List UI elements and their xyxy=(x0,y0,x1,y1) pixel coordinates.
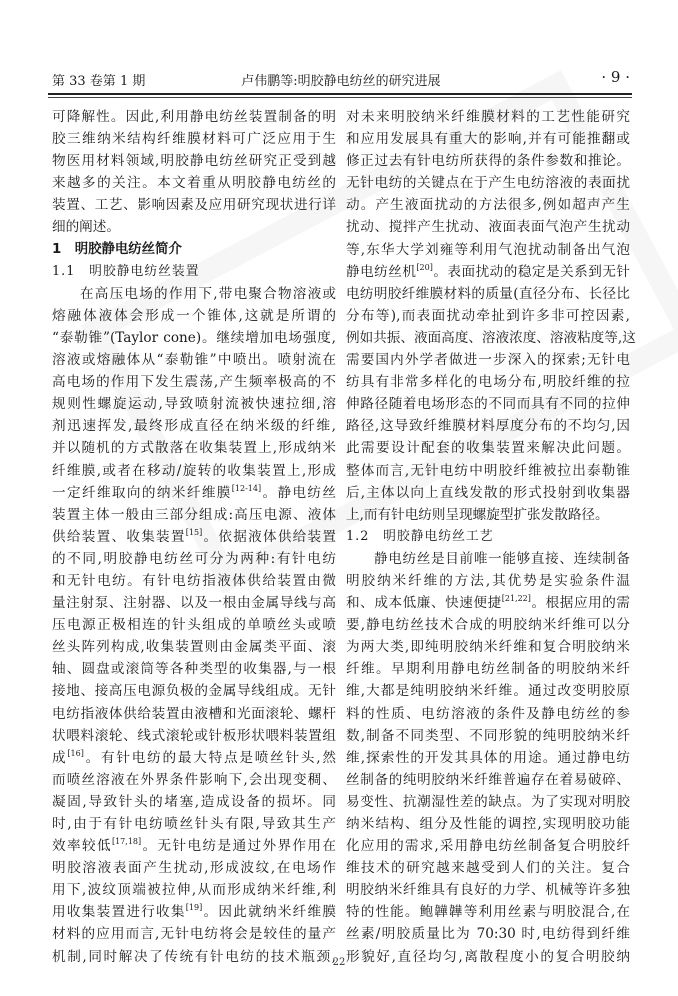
page-number: · 9 · xyxy=(601,68,630,86)
text-line: 材料的应用而言,无针电纺将会是较佳的量产 xyxy=(52,926,336,943)
text-line: 在高压电场的作用下,带电聚合物溶液或 xyxy=(80,285,336,302)
running-header xyxy=(52,70,630,90)
citation: [12-14] xyxy=(231,483,262,493)
text-line: 胶三维纳米结构纤维膜材料可广泛应用于生 xyxy=(52,131,336,148)
text-line: 和应用发展具有重大的影响,并有可能推翻或 xyxy=(346,131,630,148)
text-line: 化应用的需求,采用静电纺丝制备复合明胶纤 xyxy=(346,838,630,855)
text-line: 维,探索性的开发其具体的用途。通过静电纺 xyxy=(346,749,630,766)
text-line: 成[16]。有针电纺的最大特点是喷丝针头,然 xyxy=(52,748,337,766)
text-line: 伸路径随着电场形态的不同而具有不同的拉伸 xyxy=(346,396,630,413)
text-line: 为两大类,即纯明胶纳米纤维和复合明胶纳米 xyxy=(346,639,630,656)
text-line: 熔融体液体会形成一个锥体,这就是所谓的 xyxy=(52,307,336,324)
text-line: 修正过去有针电纺所获得的条件参数和推论。 xyxy=(346,153,630,170)
text-line: 特的性能。鲍韡韡等利用丝素与明胶混合,在 xyxy=(346,904,630,921)
text-line: 高电场的作用下发生震荡,产生频率极高的不 xyxy=(52,374,336,391)
text-line: 和无针电纺。有针电纺指液体供给装置由微 xyxy=(52,572,336,589)
text-line: 无针电纺的关键点在于产生电纺溶液的表面扰 xyxy=(346,175,630,192)
text-line: 装置主体一般由三部分组成:高压电源、液体 xyxy=(52,506,336,523)
text-line: 数,制备不同类型、不同形貌的纯明胶纳米纤 xyxy=(346,727,630,744)
text-line: 扰动、搅拌产生扰动、液面表面气泡产生扰动 xyxy=(346,219,630,236)
text-line: 可降解性。因此,利用静电纺丝装置制备的明 xyxy=(52,109,336,125)
text-line: 时,由于有针电纺喷丝针头有限,导致其生产 xyxy=(52,816,336,832)
text-line: 需要国内外学者做进一步深入的探索;无针电 xyxy=(346,352,630,369)
text-line: 纳米结构、组分及性能的调控,实现明胶功能 xyxy=(346,816,630,832)
text-line: 规则性螺旋运动,导致喷射流被快速拉细,溶 xyxy=(52,396,336,413)
text-line: 纤维。早期利用静电纺丝制备的明胶纳米纤 xyxy=(346,661,630,678)
journal-issue: 第 33 卷第 1 期 xyxy=(52,74,146,89)
text-line: 效率较低[17,18]。无针电纺是通过外界作用在 xyxy=(52,837,337,855)
sheet-number: 22 xyxy=(332,957,346,968)
text-line: 后,主体以向上直线发散的形式投射到收集器 xyxy=(346,484,630,501)
text-line: 装置、工艺、影响因素及应用研究现状进行详 xyxy=(52,197,336,214)
text-line: 电纺明胶纤维膜材料的质量(直径分布、长径比 xyxy=(346,285,630,302)
text-line: 此需要设计配套的收集装置来解决此问题。 xyxy=(346,440,630,457)
text-line: 料的性质、电纺溶液的条件及静电纺丝的参 xyxy=(346,705,630,722)
text-line: 上,而有针电纺则呈现螺旋型扩张发散路径。 xyxy=(346,506,609,523)
text-line: 用下,波纹顶端被拉伸,从而形成纳米纤维,利 xyxy=(52,882,336,899)
citation: [19] xyxy=(185,903,203,913)
text-line: 维技术的研究越来越受到人们的关注。复合 xyxy=(346,860,630,877)
text-line: 一定纤维取向的纳米纤维膜[12-14]。静电纺丝 xyxy=(52,483,337,501)
text-line: 明胶纳米纤维的方法,其优势是实验条件温 xyxy=(346,572,630,589)
text-line: 易变性、抗潮湿性差的缺点。为了实现对明胶 xyxy=(346,793,630,810)
text-line: 静电纺丝机[20]。表面扰动的稳定是关系到无针 xyxy=(346,262,631,280)
text-line: 量注射泵、注射器、以及一根由金属导线与高 xyxy=(52,595,336,612)
text-line: 丝素/明胶质量比为 70:30 时,电纺得到纤维 xyxy=(346,926,630,943)
text-line: 纤维膜,或者在移动/旋转的收集装置上,形成 xyxy=(52,462,336,479)
text-line: 机制,同时解决了传统有针电纺的技术瓶颈, xyxy=(52,948,336,965)
text-line: 分布等),而表面扰动牵扯到许多非可控因素, xyxy=(346,307,630,324)
text-line: 凝固,导致针头的堵塞,造成设备的损坏。同 xyxy=(52,793,336,810)
text-line: 轴、圆盘或滚筒等各种类型的收集器,与一根 xyxy=(52,661,336,678)
text-line: 形貌好,直径均匀,离散程度小的复合明胶纳 xyxy=(346,948,630,965)
text-line: 要,静电纺丝技术合成的明胶纳米纤维可以分 xyxy=(346,617,630,634)
text-line: 剂迅速挥发,最终形成直径在纳米级的纤维, xyxy=(52,418,336,435)
text-line: 丝头阵列构成,收集装置则由金属类平面、滚 xyxy=(52,639,336,656)
text-line: 物医用材料领域,明胶静电纺丝研究正受到越 xyxy=(52,153,336,170)
text-line: 路径,这导致纤维膜材料厚度分布的不均匀,因 xyxy=(346,418,630,435)
section-heading: 1.1 明胶静电纺丝装置 xyxy=(52,263,200,279)
text-line: “泰勒锥”(Taylor cone)。继续增加电场强度, xyxy=(52,329,336,346)
text-line: 用收集装置进行收集[19]。因此就纳米纤维膜 xyxy=(52,903,337,921)
text-line: 纺具有非常多样化的电场分布,明胶纤维的拉 xyxy=(346,374,630,391)
text-line: 压电源正极相连的针头组成的单喷丝头或喷 xyxy=(52,617,336,634)
citation: [17,18] xyxy=(111,837,142,847)
header-rule xyxy=(48,93,632,95)
right-column xyxy=(346,106,636,968)
section-heading: 1 明胶静电纺丝简介 xyxy=(52,241,182,257)
text-line: 丝制备的纯明胶纳米纤维普遍存在着易破碎、 xyxy=(346,771,630,788)
text-line: 对未来明胶纳米纤维膜材料的工艺性能研究 xyxy=(346,109,630,125)
text-line: 的不同,明胶静电纺丝可分为两种:有针电纺 xyxy=(52,550,336,567)
text-line: 并以随机的方式散落在收集装置上,形成纳米 xyxy=(52,440,336,457)
citation: [20] xyxy=(416,262,433,272)
text-line: 电纺指液体供给装置由液槽和光面滚轮、螺杆 xyxy=(52,705,336,722)
left-column xyxy=(52,106,336,968)
text-line: 溶液或熔融体从“泰勒锥”中喷出。喷射流在 xyxy=(52,352,336,369)
text-line: 供给装置、收集装置[15]。依据液体供给装置 xyxy=(52,527,337,545)
section-heading: 1.2 明胶静电纺丝工艺 xyxy=(346,528,494,544)
text-line: 细的阐述。 xyxy=(52,219,120,236)
text-line: 等,东华大学刘雍等利用气泡扰动制备出气泡 xyxy=(346,241,630,258)
text-line: 维,大都是纯明胶纳米纤维。通过改变明胶原 xyxy=(346,683,630,700)
citation: [21,22] xyxy=(501,594,531,604)
text-line: 来越多的关注。本文着重从明胶静电纺丝的 xyxy=(52,175,336,192)
header-rule-thin xyxy=(48,97,632,98)
text-line: 状喂料滚轮、线式滚轮或针板形状喂料装置组 xyxy=(52,727,336,744)
citation: [16] xyxy=(67,748,84,758)
text-line: 明胶纳米纤维具有良好的力学、机械等许多独 xyxy=(346,882,630,899)
text-line: 和、成本低廉、快速便捷[21,22]。根据应用的需 xyxy=(346,594,631,612)
citation: [15] xyxy=(185,527,203,537)
text-line: 明胶溶液表面产生扰动,形成波纹,在电场作 xyxy=(52,860,336,877)
running-title: 卢伟鹏等:明胶静电纺丝的研究进展 xyxy=(241,74,441,89)
text-line: 例如共振、液面高度、溶液浓度、溶液粘度等,这 xyxy=(346,329,636,346)
text-line: 整体而言,无针电纺中明胶纤维被拉出泰勒锥 xyxy=(346,462,630,479)
text-line: 动。产生液面扰动的方法很多,例如超声产生 xyxy=(346,197,630,214)
text-line: 接地、接高压电源负极的金属导线组成。无针 xyxy=(52,683,336,700)
text-line: 而喷丝溶液在外界条件影响下,会出现变稠、 xyxy=(52,771,336,788)
text-line: 静电纺丝是目前唯一能够直接、连续制备 xyxy=(374,550,630,567)
